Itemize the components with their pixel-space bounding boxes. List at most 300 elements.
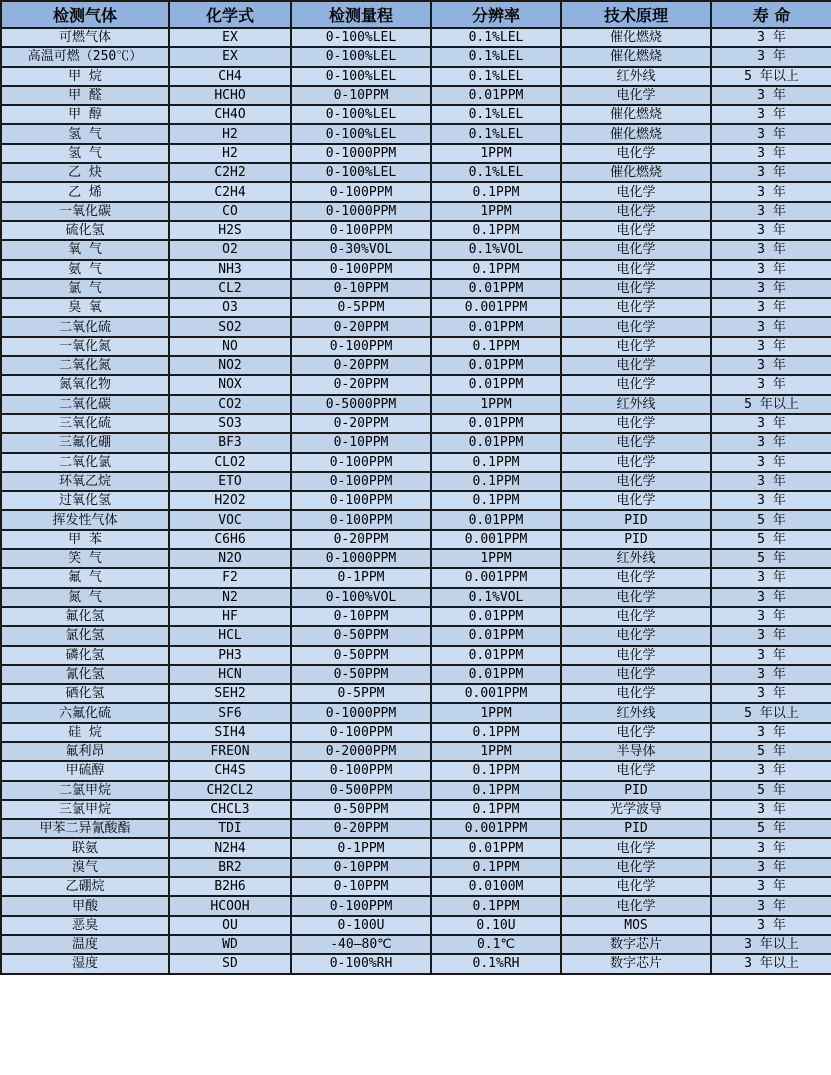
cell-principle: 催化燃烧 [561,47,711,66]
cell-formula: VOC [169,510,291,529]
cell-gas: 氧 气 [1,240,169,259]
table-row [1,626,831,645]
cell-principle: PID [561,510,711,529]
cell-principle: 红外线 [561,67,711,86]
cell-principle: 电化学 [561,317,711,336]
cell-resolution: 0.1PPM [431,781,561,800]
cell-gas: 一氧化氮 [1,337,169,356]
table-row [1,356,831,375]
cell-formula: H2O2 [169,491,291,510]
cell-lifespan: 3 年 [711,182,831,201]
cell-resolution: 0.001PPM [431,819,561,838]
col-header-principle: 技术原理 [561,1,711,28]
col-header-gas: 检测气体 [1,1,169,28]
table-row [1,742,831,761]
cell-principle: 数字芯片 [561,954,711,973]
cell-principle: 电化学 [561,626,711,645]
table-row [1,761,831,780]
cell-principle: 电化学 [561,588,711,607]
cell-range: 0-20PPM [291,819,431,838]
cell-range: 0-1PPM [291,568,431,587]
cell-resolution: 0.01PPM [431,838,561,857]
cell-principle: PID [561,819,711,838]
cell-gas: 乙 炔 [1,163,169,182]
cell-lifespan: 3 年 [711,433,831,452]
cell-range: 0-100PPM [291,260,431,279]
cell-lifespan: 5 年 [711,819,831,838]
cell-gas: 高温可燃（250℃） [1,47,169,66]
table-row [1,221,831,240]
cell-resolution: 0.1PPM [431,221,561,240]
cell-formula: HF [169,607,291,626]
cell-resolution: 0.1%LEL [431,163,561,182]
table-row [1,67,831,86]
cell-formula: H2S [169,221,291,240]
cell-gas: 氨 气 [1,260,169,279]
header-row [1,1,831,28]
table-row [1,568,831,587]
table-row [1,163,831,182]
cell-range: 0-1000PPM [291,202,431,221]
cell-resolution: 1PPM [431,742,561,761]
table-row [1,800,831,819]
cell-principle: 光学波导 [561,800,711,819]
cell-resolution: 0.1PPM [431,472,561,491]
cell-lifespan: 3 年 [711,298,831,317]
cell-formula: CHCL3 [169,800,291,819]
table-row [1,202,831,221]
cell-principle: 电化学 [561,260,711,279]
cell-formula: H2 [169,124,291,143]
cell-gas: 三氟化硼 [1,433,169,452]
cell-gas: 笑 气 [1,549,169,568]
cell-resolution: 0.01PPM [431,414,561,433]
cell-lifespan: 5 年以上 [711,703,831,722]
cell-lifespan: 5 年以上 [711,67,831,86]
cell-principle: 催化燃烧 [561,28,711,47]
cell-range: 0-100%LEL [291,67,431,86]
table-row [1,375,831,394]
cell-resolution: 0.1PPM [431,337,561,356]
cell-principle: 电化学 [561,298,711,317]
cell-formula: O2 [169,240,291,259]
cell-principle: 催化燃烧 [561,105,711,124]
table-row [1,838,831,857]
cell-principle: 半导体 [561,742,711,761]
cell-range: 0-10PPM [291,607,431,626]
cell-gas: 二氧化硫 [1,317,169,336]
cell-gas: 二氧化碳 [1,395,169,414]
cell-gas: 三氧化硫 [1,414,169,433]
cell-resolution: 0.01PPM [431,356,561,375]
cell-gas: 氯 气 [1,279,169,298]
cell-formula: CH4O [169,105,291,124]
cell-gas: 氰化氢 [1,665,169,684]
cell-resolution: 1PPM [431,144,561,163]
cell-resolution: 0.1%LEL [431,47,561,66]
table-row [1,279,831,298]
cell-resolution: 0.1℃ [431,935,561,954]
cell-gas: 环氧乙烷 [1,472,169,491]
table-row [1,28,831,47]
table-row [1,86,831,105]
col-header-lifespan: 寿 命 [711,1,831,28]
cell-principle: PID [561,530,711,549]
cell-principle: 催化燃烧 [561,124,711,143]
cell-lifespan: 3 年 [711,838,831,857]
cell-gas: 硒化氢 [1,684,169,703]
cell-lifespan: 3 年 [711,472,831,491]
cell-lifespan: 3 年 [711,858,831,877]
cell-formula: SEH2 [169,684,291,703]
cell-resolution: 0.01PPM [431,86,561,105]
cell-principle: 电化学 [561,684,711,703]
cell-range: 0-5PPM [291,684,431,703]
cell-formula: HCOOH [169,896,291,915]
cell-range: 0-10PPM [291,86,431,105]
cell-principle: 电化学 [561,896,711,915]
cell-resolution: 0.1%LEL [431,105,561,124]
cell-resolution: 0.01PPM [431,375,561,394]
cell-resolution: 0.01PPM [431,626,561,645]
cell-range: 0-100PPM [291,723,431,742]
cell-lifespan: 3 年 [711,800,831,819]
table-row [1,646,831,665]
cell-principle: 电化学 [561,356,711,375]
cell-formula: B2H6 [169,877,291,896]
cell-gas: 甲硫醇 [1,761,169,780]
cell-formula: SO2 [169,317,291,336]
cell-formula: N2O [169,549,291,568]
table-row [1,182,831,201]
cell-lifespan: 5 年以上 [711,395,831,414]
cell-resolution: 0.1PPM [431,800,561,819]
cell-resolution: 0.1PPM [431,182,561,201]
cell-principle: 电化学 [561,182,711,201]
cell-principle: 电化学 [561,240,711,259]
cell-lifespan: 3 年以上 [711,935,831,954]
cell-principle: PID [561,781,711,800]
cell-lifespan: 3 年 [711,260,831,279]
cell-range: 0-20PPM [291,414,431,433]
cell-formula: FREON [169,742,291,761]
table-row [1,954,831,973]
cell-gas: 氯化氢 [1,626,169,645]
col-header-range: 检测量程 [291,1,431,28]
cell-range: 0-30%VOL [291,240,431,259]
cell-principle: 电化学 [561,607,711,626]
cell-principle: 电化学 [561,491,711,510]
cell-formula: N2 [169,588,291,607]
cell-formula: EX [169,28,291,47]
cell-formula: CO [169,202,291,221]
table-row [1,453,831,472]
cell-principle: MOS [561,916,711,935]
cell-principle: 电化学 [561,858,711,877]
cell-formula: CO2 [169,395,291,414]
cell-formula: ETO [169,472,291,491]
cell-formula: NOX [169,375,291,394]
table-row [1,144,831,163]
cell-resolution: 0.1%RH [431,954,561,973]
cell-resolution: 0.1PPM [431,896,561,915]
cell-range: 0-100%LEL [291,105,431,124]
cell-range: 0-20PPM [291,530,431,549]
cell-lifespan: 3 年 [711,491,831,510]
col-header-resolution: 分辨率 [431,1,561,28]
cell-resolution: 0.1%LEL [431,124,561,143]
cell-resolution: 0.01PPM [431,646,561,665]
cell-resolution: 0.1%LEL [431,28,561,47]
cell-range: 0-50PPM [291,800,431,819]
cell-range: 0-100%LEL [291,47,431,66]
cell-formula: CLO2 [169,453,291,472]
cell-formula: C2H2 [169,163,291,182]
cell-range: 0-2000PPM [291,742,431,761]
cell-resolution: 0.01PPM [431,317,561,336]
table-row [1,665,831,684]
table-row [1,298,831,317]
cell-formula: TDI [169,819,291,838]
cell-gas: 甲酸 [1,896,169,915]
cell-principle: 电化学 [561,337,711,356]
cell-lifespan: 3 年 [711,877,831,896]
cell-range: 0-100U [291,916,431,935]
cell-resolution: 1PPM [431,549,561,568]
cell-lifespan: 3 年 [711,414,831,433]
table-row [1,260,831,279]
cell-lifespan: 5 年 [711,510,831,529]
cell-gas: 乙硼烷 [1,877,169,896]
cell-lifespan: 3 年 [711,124,831,143]
cell-gas: 可燃气体 [1,28,169,47]
cell-lifespan: 5 年 [711,781,831,800]
table-row [1,935,831,954]
cell-principle: 电化学 [561,723,711,742]
cell-gas: 甲 醇 [1,105,169,124]
table-body [1,28,831,974]
cell-resolution: 1PPM [431,395,561,414]
cell-principle: 电化学 [561,665,711,684]
cell-lifespan: 5 年 [711,742,831,761]
cell-formula: WD [169,935,291,954]
cell-resolution: 0.001PPM [431,684,561,703]
cell-lifespan: 3 年 [711,916,831,935]
cell-formula: SO3 [169,414,291,433]
cell-range: 0-100%RH [291,954,431,973]
cell-principle: 电化学 [561,144,711,163]
cell-lifespan: 5 年 [711,530,831,549]
cell-resolution: 1PPM [431,703,561,722]
cell-range: 0-5000PPM [291,395,431,414]
cell-gas: 臭 氧 [1,298,169,317]
cell-range: -40—80℃ [291,935,431,954]
table-row [1,781,831,800]
cell-principle: 电化学 [561,375,711,394]
cell-lifespan: 3 年 [711,607,831,626]
table-row [1,105,831,124]
cell-principle: 电化学 [561,646,711,665]
table-row [1,472,831,491]
cell-gas: 六氟化硫 [1,703,169,722]
cell-range: 0-100%LEL [291,163,431,182]
cell-lifespan: 5 年 [711,549,831,568]
table-row [1,588,831,607]
table-row [1,684,831,703]
cell-gas: 二氯甲烷 [1,781,169,800]
cell-principle: 电化学 [561,279,711,298]
table-row [1,240,831,259]
cell-lifespan: 3 年 [711,896,831,915]
cell-formula: HCL [169,626,291,645]
cell-resolution: 0.1PPM [431,453,561,472]
cell-principle: 电化学 [561,86,711,105]
table-row [1,337,831,356]
cell-range: 0-100PPM [291,472,431,491]
cell-gas: 甲 苯 [1,530,169,549]
cell-lifespan: 3 年 [711,761,831,780]
cell-formula: NO [169,337,291,356]
cell-range: 0-10PPM [291,877,431,896]
cell-gas: 过氧化氢 [1,491,169,510]
cell-range: 0-50PPM [291,626,431,645]
table-row [1,703,831,722]
cell-principle: 电化学 [561,453,711,472]
cell-range: 0-50PPM [291,665,431,684]
cell-lifespan: 3 年 [711,684,831,703]
cell-formula: CH4S [169,761,291,780]
cell-lifespan: 3 年 [711,144,831,163]
cell-formula: NH3 [169,260,291,279]
table-row [1,530,831,549]
cell-gas: 硅 烷 [1,723,169,742]
cell-principle: 电化学 [561,414,711,433]
cell-gas: 甲 醛 [1,86,169,105]
cell-resolution: 0.01PPM [431,510,561,529]
cell-gas: 甲 烷 [1,67,169,86]
table-row [1,433,831,452]
cell-lifespan: 3 年 [711,221,831,240]
cell-formula: BF3 [169,433,291,452]
cell-resolution: 0.0100M [431,877,561,896]
cell-principle: 电化学 [561,838,711,857]
cell-range: 0-1000PPM [291,144,431,163]
cell-range: 0-5PPM [291,298,431,317]
cell-resolution: 0.1PPM [431,761,561,780]
cell-gas: 挥发性气体 [1,510,169,529]
cell-formula: HCHO [169,86,291,105]
cell-formula: OU [169,916,291,935]
cell-range: 0-100PPM [291,337,431,356]
table-row [1,317,831,336]
cell-formula: CH4 [169,67,291,86]
cell-lifespan: 3 年 [711,375,831,394]
cell-resolution: 0.001PPM [431,568,561,587]
cell-formula: BR2 [169,858,291,877]
cell-lifespan: 3 年 [711,279,831,298]
cell-resolution: 0.01PPM [431,665,561,684]
cell-formula: SIH4 [169,723,291,742]
cell-gas: 氢 气 [1,124,169,143]
cell-principle: 电化学 [561,221,711,240]
cell-lifespan: 3 年 [711,723,831,742]
cell-range: 0-100PPM [291,896,431,915]
cell-gas: 恶臭 [1,916,169,935]
cell-gas: 氟 气 [1,568,169,587]
cell-principle: 红外线 [561,703,711,722]
table-row [1,124,831,143]
cell-resolution: 0.1PPM [431,260,561,279]
cell-gas: 磷化氢 [1,646,169,665]
cell-gas: 三氯甲烷 [1,800,169,819]
cell-lifespan: 3 年 [711,646,831,665]
cell-resolution: 0.01PPM [431,607,561,626]
cell-range: 0-1000PPM [291,549,431,568]
table-row [1,723,831,742]
cell-formula: N2H4 [169,838,291,857]
cell-resolution: 0.1%LEL [431,67,561,86]
cell-range: 0-100PPM [291,510,431,529]
cell-formula: H2 [169,144,291,163]
cell-range: 0-10PPM [291,858,431,877]
cell-range: 0-10PPM [291,279,431,298]
cell-resolution: 0.1%VOL [431,240,561,259]
cell-lifespan: 3 年 [711,665,831,684]
cell-range: 0-20PPM [291,375,431,394]
cell-gas: 二氧化氮 [1,356,169,375]
cell-formula: EX [169,47,291,66]
cell-principle: 红外线 [561,549,711,568]
cell-gas: 硫化氢 [1,221,169,240]
table-row [1,510,831,529]
table-row [1,896,831,915]
cell-range: 0-500PPM [291,781,431,800]
cell-lifespan: 3 年 [711,317,831,336]
cell-resolution: 0.1%VOL [431,588,561,607]
cell-formula: C6H6 [169,530,291,549]
cell-resolution: 0.01PPM [431,279,561,298]
table-header [1,1,831,28]
cell-formula: C2H4 [169,182,291,201]
cell-principle: 电化学 [561,877,711,896]
cell-resolution: 0.1PPM [431,491,561,510]
cell-formula: PH3 [169,646,291,665]
cell-range: 0-100%VOL [291,588,431,607]
table-row [1,877,831,896]
cell-gas: 湿度 [1,954,169,973]
cell-range: 0-100%LEL [291,28,431,47]
cell-resolution: 1PPM [431,202,561,221]
cell-lifespan: 3 年 [711,337,831,356]
table-row [1,414,831,433]
cell-gas: 氢 气 [1,144,169,163]
cell-lifespan: 3 年以上 [711,954,831,973]
cell-principle: 电化学 [561,761,711,780]
table-row [1,607,831,626]
cell-range: 0-50PPM [291,646,431,665]
col-header-formula: 化学式 [169,1,291,28]
cell-range: 0-1PPM [291,838,431,857]
cell-principle: 电化学 [561,472,711,491]
table-row [1,819,831,838]
cell-gas: 乙 烯 [1,182,169,201]
cell-range: 0-100PPM [291,182,431,201]
cell-formula: SF6 [169,703,291,722]
cell-lifespan: 3 年 [711,105,831,124]
cell-range: 0-100PPM [291,491,431,510]
cell-range: 0-1000PPM [291,703,431,722]
cell-gas: 氟化氢 [1,607,169,626]
